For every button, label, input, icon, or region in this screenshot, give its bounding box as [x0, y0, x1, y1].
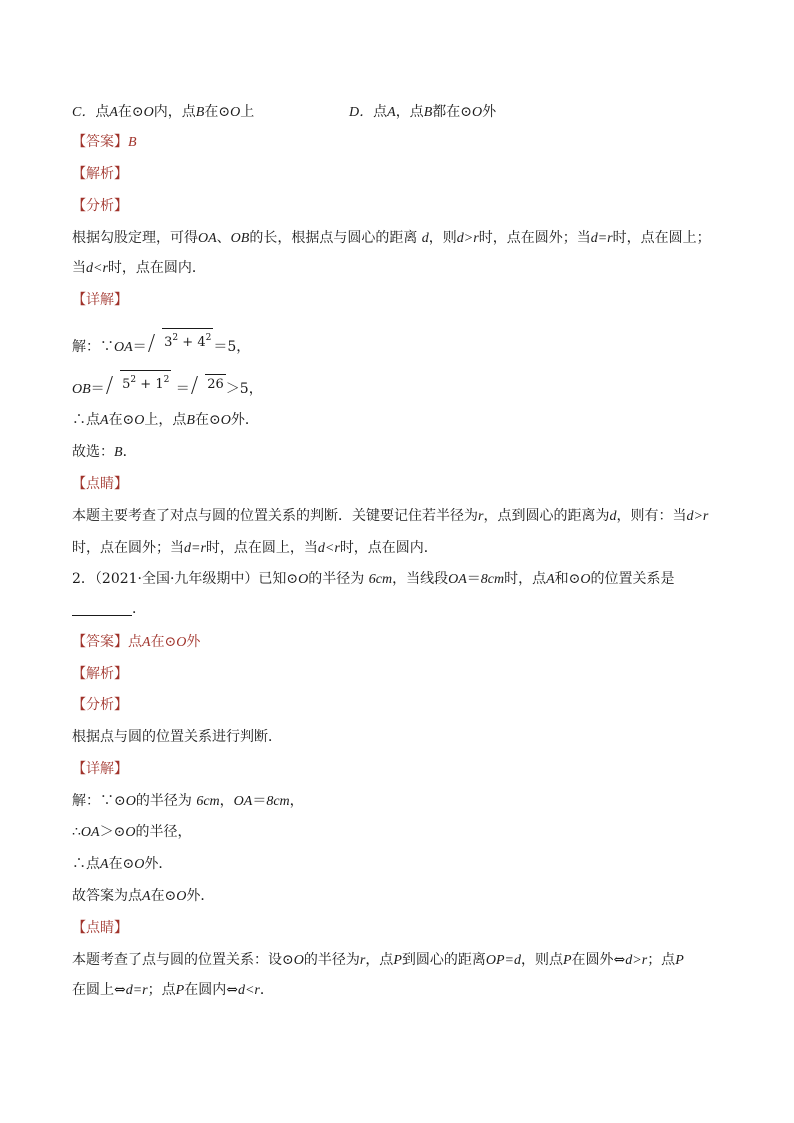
q2-blank-line: ．	[72, 599, 146, 619]
options-row	[72, 102, 497, 123]
answer-value: B	[128, 135, 137, 150]
sqrt-expression: 26	[194, 374, 226, 393]
option-d: D．点A，点B都在⊙O外	[349, 104, 497, 120]
q2-solution-line-3: ∴点A在⊙O外．	[72, 856, 173, 872]
q1-dianjing-line-1: 本题主要考查了对点与圆的位置关系的判断．关键要记住若半径为r，点到圆心的距离为d，则有：当d>r	[72, 508, 709, 524]
q2-final-answer: 故答案为点A在⊙O外．	[72, 888, 215, 904]
q1-fenxi-line-1: 根据勾股定理，可得OA、OB的长，根据点与圆心的距离 d，则d>r时，点在圆外；当d=r时，点在圆上；	[72, 230, 711, 246]
q2-fenxi-text: 根据点与圆的位置关系进行判断．	[72, 729, 282, 745]
answer-blank[interactable]	[72, 601, 132, 616]
q1-solution-line-3: ∴点A在⊙O上，点B在⊙O外．	[72, 412, 259, 428]
sqrt-expression: $5^2 + 1^2$	[109, 370, 171, 393]
q1-answer	[72, 132, 137, 153]
q1-solution-line-2: OB＝ $5^2 + 1^2$ ＝ 26 ＞5，	[72, 370, 263, 400]
sqrt-expression: $3^2 + 4^2$	[151, 328, 213, 351]
option-c: C．点A在⊙O内，点B在⊙O上	[72, 104, 255, 120]
answer-tag: 【答案】	[72, 634, 128, 650]
q2-dianjing-line-2: 在圆上⇔d=r；点P在圆内⇔d<r．	[72, 982, 274, 998]
q1-xiangjie-tag: 【详解】	[72, 292, 128, 308]
q2-fenxi-tag: 【分析】	[72, 697, 128, 713]
q1-choose: 故选：B．	[72, 444, 137, 460]
q1-dianjing-line-2: 时，点在圆外；当d=r时，点在圆上，当d<r时，点在圆内．	[72, 540, 438, 556]
q2-solution-line-1: 解：∵⊙O的半径为 6cm，OA＝8cm，	[72, 793, 304, 809]
q2-stem: 2．（2021·全国·九年级期中）已知⊙O的半径为 6cm，当线段OA＝8cm时，点A和⊙O的位置关系是	[72, 571, 675, 587]
q2-xiangjie-tag: 【详解】	[72, 761, 128, 777]
q2-solution-line-2: ∴OA＞⊙O的半径，	[72, 824, 192, 840]
q1-fenxi-tag: 【分析】	[72, 198, 128, 214]
q1-solution-line-1: 解：∵OA＝ $3^2 + 4^2$ ＝5，	[72, 328, 250, 358]
q2-dianjing-tag: 【点睛】	[72, 920, 128, 936]
q2-analysis-tag: 【解析】	[72, 666, 128, 682]
q2-answer: 【答案】点A在⊙O外	[72, 634, 201, 650]
q2-dianjing-line-1: 本题考查了点与圆的位置关系：设⊙O的半径为r，点P到圆心的距离OP=d，则点P在圆外⇔d>r；点P	[72, 952, 684, 968]
answer-tag: 【答案】	[72, 134, 128, 150]
q1-dianjing-tag: 【点睛】	[72, 476, 128, 492]
q1-analysis-tag: 【解析】	[72, 166, 128, 182]
q1-fenxi-line-2: 当d<r时，点在圆内．	[72, 260, 206, 276]
